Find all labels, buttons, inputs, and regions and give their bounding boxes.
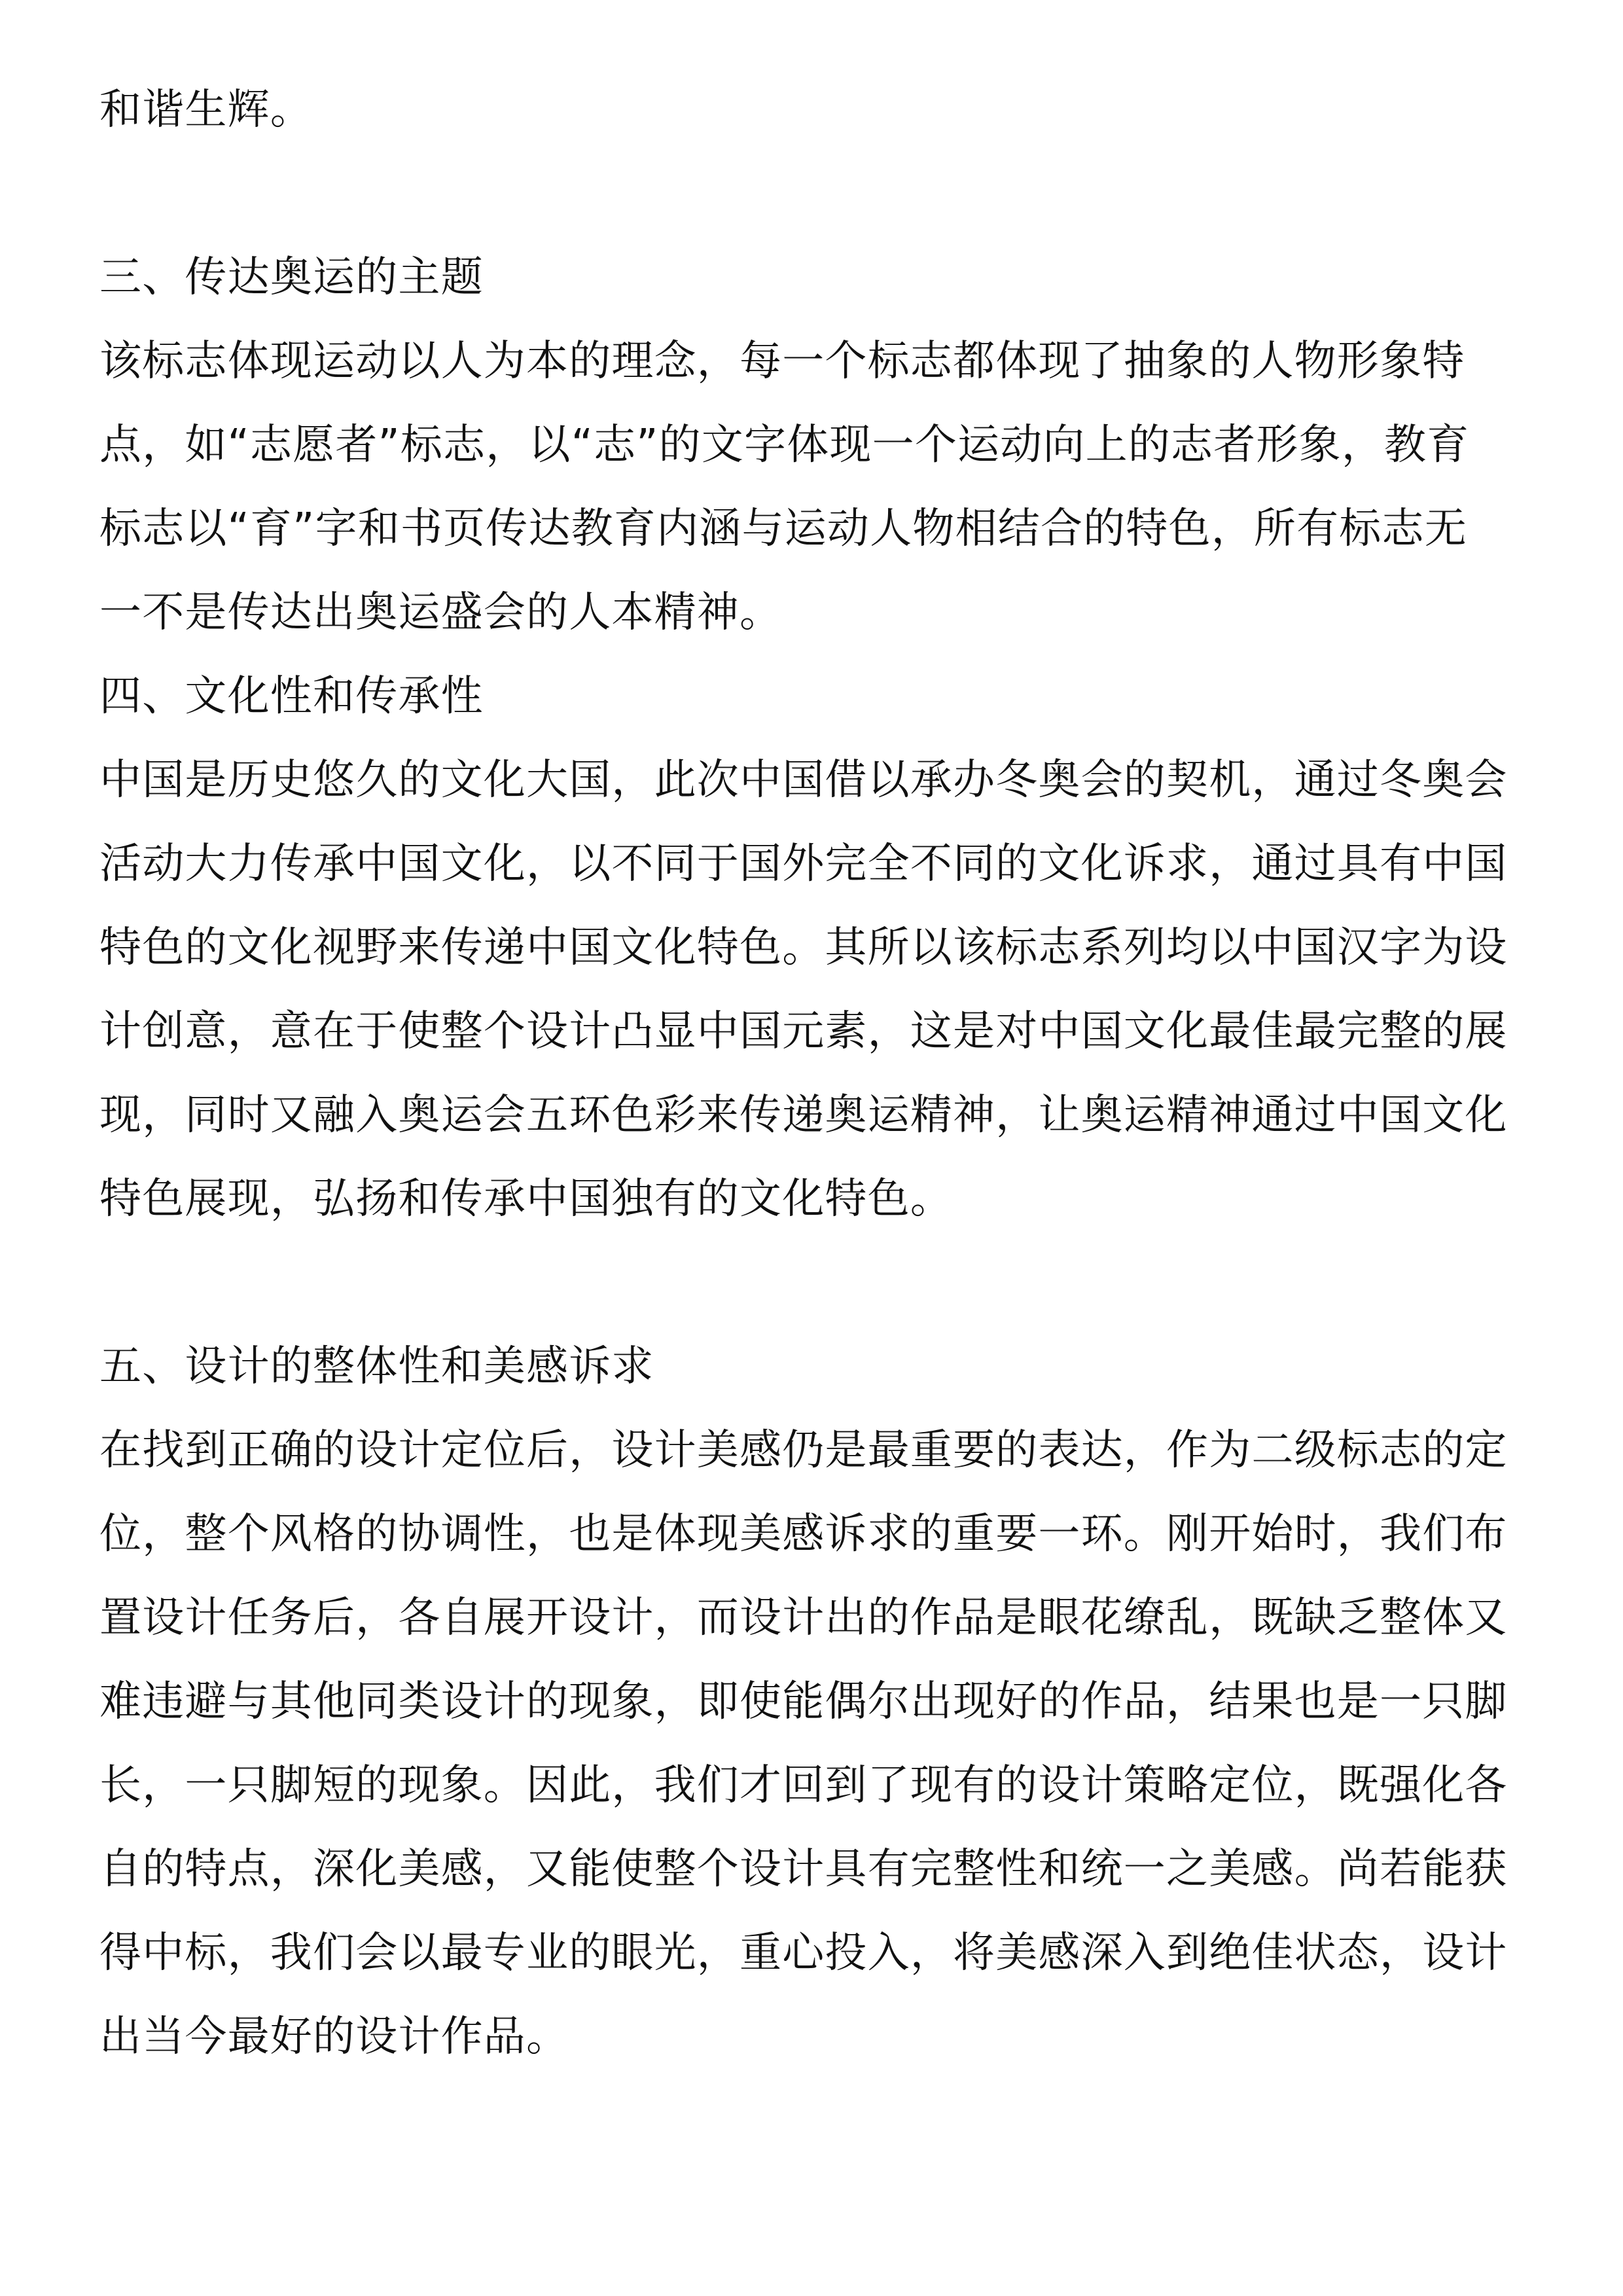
- paragraph-line: 标志以“育”字和书页传达教育内涵与运动人物相结合的特色，所有标志无: [99, 505, 1467, 553]
- paragraph-line: 位，整个风格的协调性，也是体现美感诉求的重要一环。刚开始时，我们布: [99, 1510, 1508, 1558]
- paragraph-line: 长，一只脚短的现象。因此，我们才回到了现有的设计策略定位，既强化各: [99, 1761, 1508, 1810]
- paragraph-line: 置设计任务后，各自展开设计，而设计出的作品是眼花缭乱，既缺乏整体又: [99, 1594, 1508, 1642]
- paragraph-line: 特色的文化视野来传递中国文化特色。其所以该标志系列均以中国汉字为设: [99, 924, 1508, 972]
- paragraph-line: 难违避与其他同类设计的现象，即使能偶尔出现好的作品，结果也是一只脚: [99, 1677, 1508, 1726]
- paragraph-line: 中国是历史悠久的文化大国，此次中国借以承办冬奥会的契机，通过冬奥会: [99, 756, 1508, 804]
- paragraph-line: 出当今最好的设计作品。: [99, 2013, 569, 2061]
- section-heading: 五、设计的整体性和美感诉求: [99, 1342, 654, 1391]
- paragraph-line: 特色展现，弘扬和传承中国独有的文化特色。: [99, 1175, 953, 1223]
- section-heading: 三、传达奥运的主题: [99, 253, 484, 302]
- paragraph-line: 活动大力传承中国文化，以不同于国外完全不同的文化诉求，通过具有中国: [99, 840, 1508, 888]
- paragraph-line: 在找到正确的设计定位后，设计美感仍是最重要的表达，作为二级标志的定: [99, 1426, 1508, 1475]
- paragraph-line: 得中标，我们会以最专业的眼光，重心投入，将美感深入到绝佳状态，设计: [99, 1929, 1508, 1977]
- paragraph-line: 和谐生辉。: [99, 86, 313, 134]
- paragraph-line: 自的特点，深化美感，又能使整个设计具有完整性和统一之美感。尚若能获: [99, 1845, 1508, 1893]
- paragraph-line: 一不是传达出奥运盛会的人本精神。: [99, 588, 783, 637]
- section-heading: 四、文化性和传承性: [99, 672, 484, 721]
- paragraph-line: 该标志体现运动以人为本的理念，每一个标志都体现了抽象的人物形象特: [99, 337, 1465, 386]
- paragraph-line: 计创意，意在于使整个设计凸显中国元素，这是对中国文化最佳最完整的展: [99, 1007, 1508, 1056]
- paragraph-line: 点，如“志愿者”标志，以“志”的文字体现一个运动向上的志者形象，教育: [99, 421, 1470, 469]
- paragraph-line: 现，同时又融入奥运会五环色彩来传递奥运精神，让奥运精神通过中国文化: [99, 1091, 1508, 1139]
